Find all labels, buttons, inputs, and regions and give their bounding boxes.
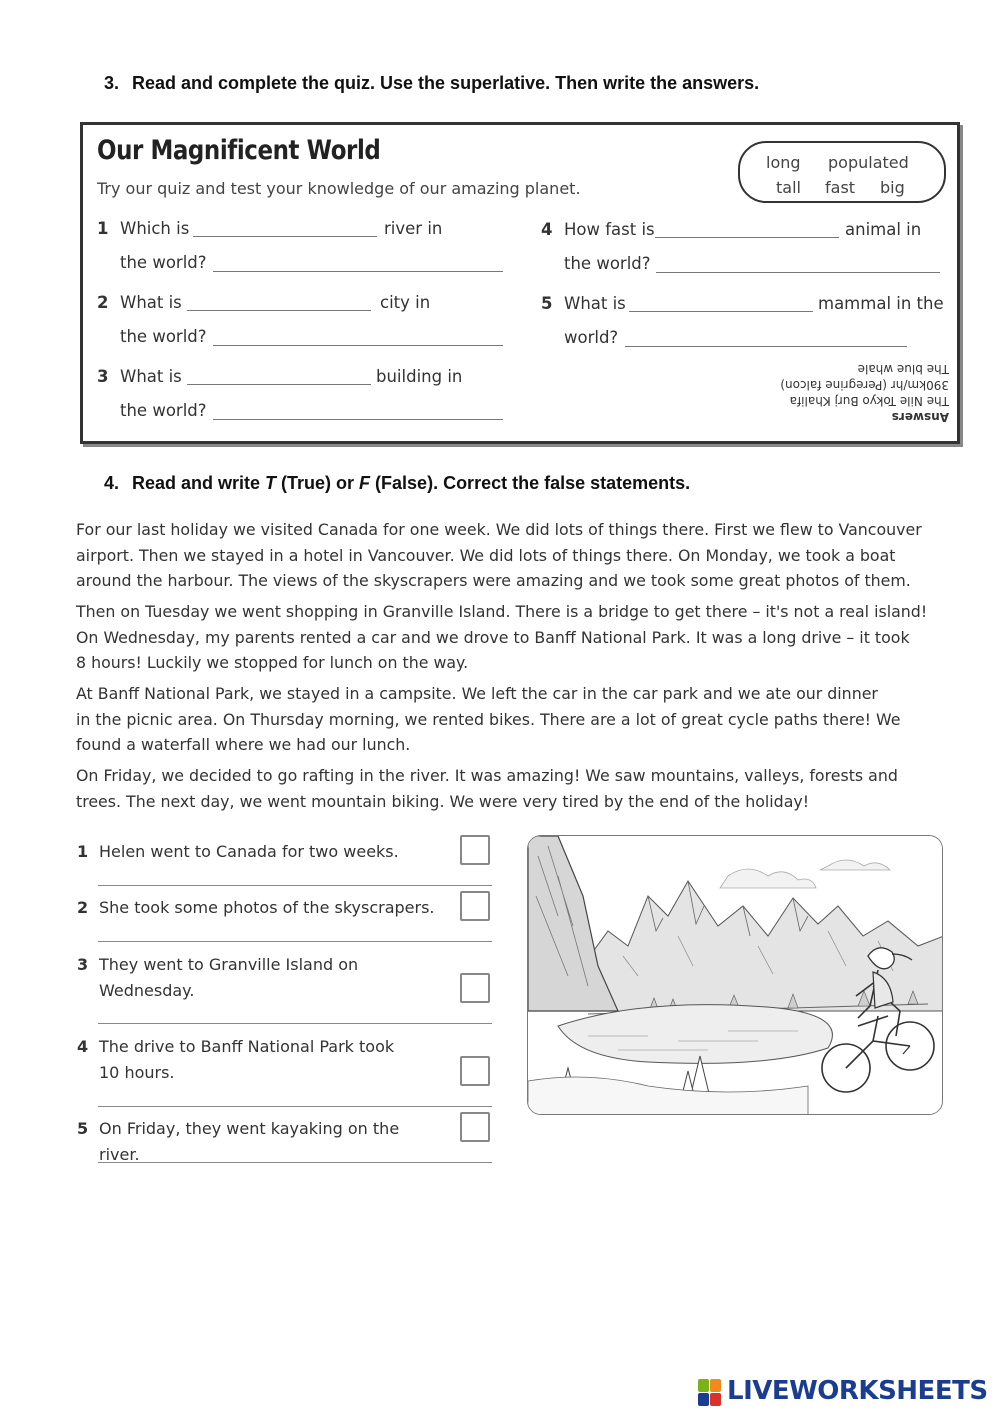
section4-instruction xyxy=(104,473,690,494)
statement-text: The drive to Banff National Park took xyxy=(99,1037,395,1056)
liveworksheets-logo xyxy=(697,1376,997,1410)
statement-text: Helen went to Canada for two weeks. xyxy=(99,842,399,861)
answers-heading: Answers xyxy=(891,410,949,424)
section4-number: 4. xyxy=(104,473,120,493)
mountain-lake-cyclist-illustration xyxy=(527,835,943,1115)
statement-number: 4 xyxy=(77,1037,89,1056)
text-line: On Wednesday, my parents rented a car and we drove to Banff National Park. It was a long drive – it took xyxy=(76,627,910,647)
statement-2 xyxy=(77,895,497,925)
question-text-line2: world? xyxy=(564,328,619,347)
statement-number: 1 xyxy=(77,842,89,861)
answer-box-1[interactable] xyxy=(460,835,490,865)
correction-line-3[interactable] xyxy=(98,1023,492,1024)
quiz-subtitle: Try our quiz and test your knowledge of our amazing planet. xyxy=(97,179,581,198)
question-number: 5 xyxy=(541,294,553,313)
answer-blank[interactable] xyxy=(193,236,377,237)
text-line: Then on Tuesday we went shopping in Granville Island. There is a bridge to get there – it's not a real island! xyxy=(76,602,928,621)
statement-text-line2: 10 hours. xyxy=(99,1063,175,1082)
word-box xyxy=(738,141,946,203)
text-line: around the harbour. The views of the skyscrapers were amazing and we took some great photos of them. xyxy=(76,571,911,590)
quiz-question-4 xyxy=(541,220,951,280)
answer-line[interactable] xyxy=(213,271,503,272)
statement-3 xyxy=(77,952,497,1008)
question-text-after: building in xyxy=(376,367,463,386)
statement-text: They went to Granville Island on xyxy=(99,955,359,974)
answer-line[interactable] xyxy=(625,346,907,347)
question-text-before: Which is xyxy=(120,219,190,238)
statement-4 xyxy=(77,1034,497,1090)
true-letter: T xyxy=(265,473,277,493)
question-text-line2: the world? xyxy=(120,401,207,420)
quiz-question-5 xyxy=(541,294,951,354)
answer-blank[interactable] xyxy=(187,384,371,385)
quiz-title: Our Magnificent World xyxy=(97,135,381,166)
statement-number: 5 xyxy=(77,1119,89,1138)
instruction-part: Read and write xyxy=(132,473,266,493)
section3-instruction-text: Read and complete the quiz. Use the superlative. Then write the answers. xyxy=(132,73,760,93)
question-text-after: mammal in the xyxy=(818,294,944,313)
logo-mark-icon xyxy=(697,1378,723,1408)
question-text-before: What is xyxy=(120,367,182,386)
text-line: trees. The next day, we went mountain biking. We were very tired by the end of the holiday! xyxy=(76,791,810,811)
word-long: long xyxy=(766,153,801,172)
word-big: big xyxy=(880,178,905,197)
text-line: airport. Then we stayed in a hotel in Vancouver. We did lots of things there. On Monday, we took a boat xyxy=(76,545,896,565)
question-text-line2: the world? xyxy=(120,253,207,272)
question-text-line2: the world? xyxy=(120,327,207,346)
answer-line[interactable] xyxy=(213,419,503,420)
question-text-line2: the world? xyxy=(564,254,651,273)
word-fast: fast xyxy=(825,178,856,197)
text-line: 8 hours! Luckily we stopped for lunch on the way. xyxy=(76,653,469,672)
reading-paragraph-2 xyxy=(76,599,956,676)
answer-blank[interactable] xyxy=(655,237,839,238)
question-text-after: city in xyxy=(380,293,431,312)
question-text-before: What is xyxy=(120,293,182,312)
statement-1 xyxy=(77,839,497,869)
answer-blank[interactable] xyxy=(629,311,813,312)
statement-text: On Friday, they went kayaking on the river. xyxy=(99,1119,400,1164)
instruction-part: (False). Correct the false statements. xyxy=(370,473,691,493)
question-number: 3 xyxy=(97,367,109,386)
statement-number: 3 xyxy=(77,955,89,974)
quiz-box xyxy=(80,122,960,444)
false-letter: F xyxy=(359,473,371,493)
answer-blank[interactable] xyxy=(187,310,371,311)
text-line: For our last holiday we visited Canada for one week. We did lots of things there. First we flew to Vancouver xyxy=(76,520,922,539)
logo-text: LIVEWORKSHEETS xyxy=(727,1376,988,1406)
correction-line-4[interactable] xyxy=(98,1106,492,1107)
question-number: 2 xyxy=(97,293,109,312)
reading-paragraph-4 xyxy=(76,763,956,814)
text-line: in the picnic area. On Thursday morning, we rented bikes. There are a lot of great cycle paths there! We xyxy=(76,709,901,729)
answer-box-5[interactable] xyxy=(460,1112,490,1142)
question-text-before: How fast is xyxy=(564,220,655,239)
word-tall: tall xyxy=(776,178,801,197)
correction-line-1[interactable] xyxy=(98,885,492,886)
upside-down-answers xyxy=(759,362,949,425)
section3-number: 3. xyxy=(104,73,120,93)
text-line: On Friday, we decided to go rafting in the river. It was amazing! We saw mountains, valleys, forests and xyxy=(76,766,898,785)
question-number: 4 xyxy=(541,220,553,239)
quiz-question-2 xyxy=(97,293,517,353)
question-number: 1 xyxy=(97,219,109,238)
reading-paragraph-1 xyxy=(76,517,956,594)
correction-line-2[interactable] xyxy=(98,941,492,942)
instruction-part: (True) or xyxy=(276,473,360,493)
question-text-after: river in xyxy=(384,219,443,238)
answer-line[interactable] xyxy=(656,272,940,273)
answer-box-4[interactable] xyxy=(460,1056,490,1086)
section3-instruction xyxy=(104,73,759,94)
answers-line-1: The Nile Tokyo Burj Khalifa xyxy=(789,394,949,408)
quiz-question-3 xyxy=(97,367,517,427)
reading-paragraph-3 xyxy=(76,681,956,758)
statement-5 xyxy=(77,1116,497,1164)
text-line: At Banff National Park, we stayed in a campsite. We left the car in the car park and we ate our dinner xyxy=(76,684,878,703)
question-text-before: What is xyxy=(564,294,626,313)
statement-number: 2 xyxy=(77,898,89,917)
answer-line[interactable] xyxy=(213,345,503,346)
answers-line-2: 390km/hr (Peregrine falcon) The blue whale xyxy=(780,362,949,392)
illustration-svg xyxy=(528,836,943,1115)
statement-text: She took some photos of the skyscrapers. xyxy=(99,898,435,917)
quiz-question-1 xyxy=(97,219,517,279)
correction-line-5[interactable] xyxy=(98,1162,492,1163)
text-line: found a waterfall where we had our lunch. xyxy=(76,735,411,754)
statement-text-line2: Wednesday. xyxy=(99,981,195,1000)
question-text-after: animal in xyxy=(845,220,922,239)
answer-box-3[interactable] xyxy=(460,973,490,1003)
answer-box-2[interactable] xyxy=(460,891,490,921)
word-populated: populated xyxy=(828,153,909,172)
